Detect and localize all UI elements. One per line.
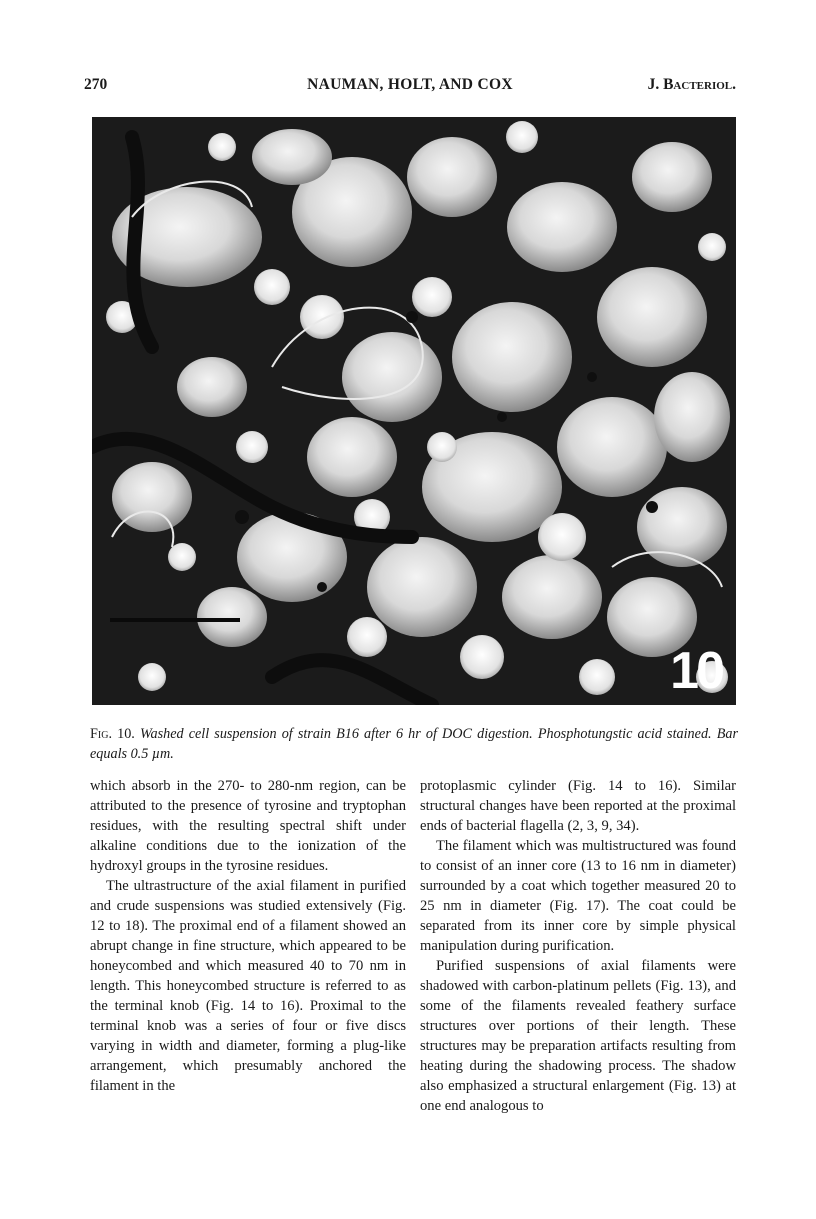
figure-caption <box>90 724 738 764</box>
left-text-column <box>90 776 406 1096</box>
figure-panel-number: 10 <box>670 642 722 700</box>
paragraph: protoplasmic cylinder (Fig. 14 to 16). Similar structural changes have been reported at the proximal ends of bacterial flagella (2, 3, 9, 34). <box>420 778 736 834</box>
page-number: 270 <box>84 76 108 93</box>
micrograph-image <box>92 117 736 705</box>
electron-micrograph <box>92 117 736 705</box>
figure-caption-text: Washed cell suspension of strain B16 after 6 hr of DOC digestion. Phosphotungstic acid stained. Bar equals 0.5 µm. <box>90 726 738 762</box>
journal-name: J. Bacteriol. <box>647 76 736 93</box>
running-header <box>84 76 736 100</box>
figure-caption-label: Fig. 10. <box>90 726 135 742</box>
paragraph: Purified suspensions of axial filaments were shadowed with carbon-platinum pellets (Fig. 13), and some of the filaments revealed feathery surface structures over portions of their length. These structures may be preparation artifacts resulting from heating during the shadowing process. The shadow also emphasized a structural enlargement (Fig. 13) at one end analogous to <box>420 958 736 1114</box>
paragraph: which absorb in the 270- to 280-nm region, can be attributed to the presence of tyrosine and tryptophan residues, with the resulting spectral shift under alkaline conditions due to the ionization of the hydroxyl groups in the tyrosine residues. <box>90 778 406 874</box>
right-text-column <box>420 776 736 1116</box>
scale-bar <box>110 618 240 622</box>
paragraph: The filament which was multistructured was found to consist of an inner core (13 to 16 nm in diameter) surrounded by a coat which together measured 20 to 25 nm in diameter (Fig. 17). The coat could be separated from its inner core by simple physical manipulation during purification. <box>420 838 736 954</box>
paragraph: The ultrastructure of the axial filament in purified and crude suspensions was studied extensively (Fig. 12 to 18). The proximal end of a filament showed an abrupt change in fine structure, which appeared to be honeycombed and which measured 40 to 70 nm in length. This honeycombed structure is referred to as the terminal knob (Fig. 14 to 16). Proximal to the terminal knob was a series of four or five discs varying in width and diameter, forming a plug-like arrangement, which presumably anchored the filament in the <box>90 878 406 1094</box>
running-authors: NAUMAN, HOLT, AND COX <box>307 76 513 93</box>
